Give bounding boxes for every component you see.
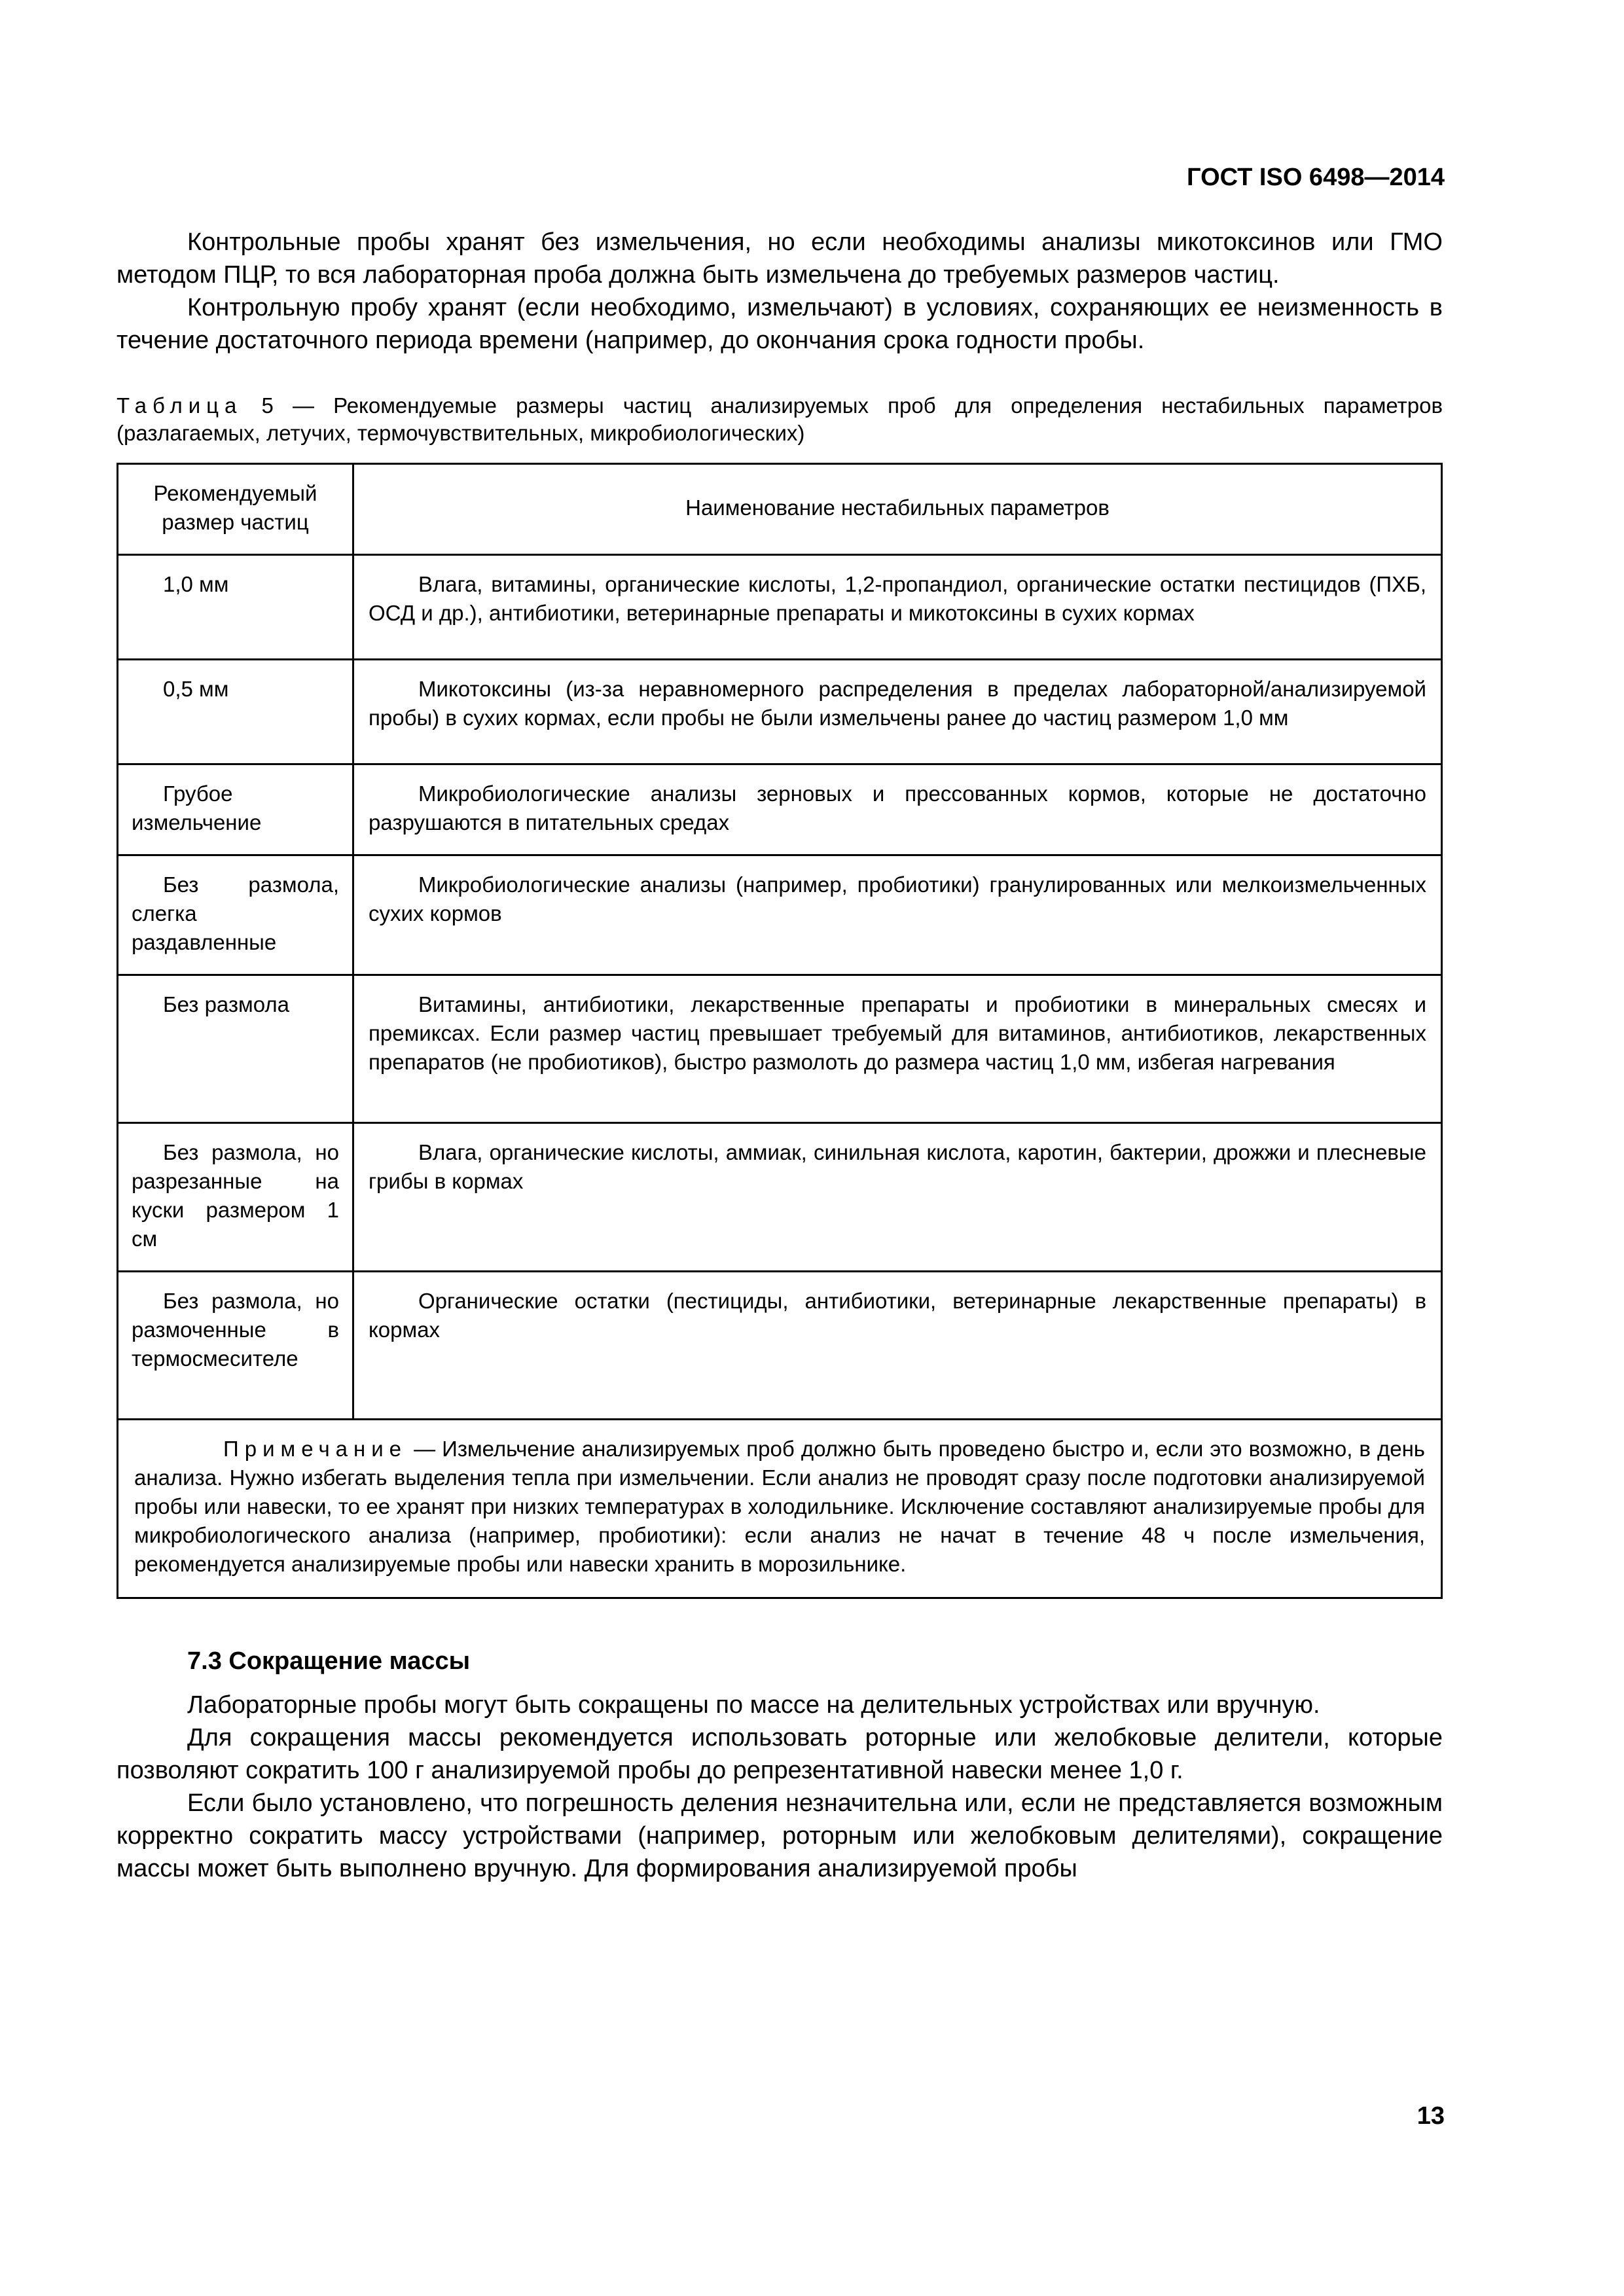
parameters-cell: Микробиологические анализы зерновых и прессованных кормов, которые не достаточно разрушаются в питательных средах (353, 764, 1442, 855)
parameters-cell: Микотоксины (из-за неравномерного распределения в пределах лабораторной/анализируемой пробы) в сухих кормах, если пробы не были измельчены ранее до частиц размером 1,0 мм (353, 660, 1442, 764)
parameters-cell: Микробиологические анализы (например, пробиотики) гранулированных или мелкоизмельченных сухих кормов (353, 855, 1442, 975)
parameters-cell: Влага, органические кислоты, аммиак, синильная кислота, каротин, бактерии, дрожжи и плесневые грибы в кормах (353, 1123, 1442, 1272)
note-label: Примечание (223, 1437, 408, 1461)
table-row (118, 555, 1442, 660)
intro-paragraph: Контрольные пробы хранят без измельчения, но если необходимы анализы микотоксинов или ГМО методом ПЦР, то вся лабораторная проба должна быть измельчена до требуемых размеров частиц. (117, 228, 1443, 289)
table-row (118, 975, 1442, 1123)
table-caption-label: Таблица (117, 393, 243, 418)
section-paragraph: Лабораторные пробы могут быть сокращены по массе на делительных устройствах или вручную. (187, 1691, 1320, 1719)
table-row (118, 1123, 1442, 1272)
particle-size-cell: Грубое измельчение (118, 764, 353, 855)
table-row (118, 764, 1442, 855)
page-content (117, 226, 1443, 1885)
section-paragraph: Для сокращения массы рекомендуется использовать роторные или желобковые делители, которые позволяют сократить 100 г анализируемой пробы до репрезентативной навески менее 1,0 г. (117, 1724, 1443, 1784)
particle-size-cell: Без размола, но размоченные в термосмесителе (118, 1272, 353, 1420)
page-number: 13 (1416, 2102, 1445, 2130)
table-note (118, 1420, 1442, 1598)
particle-size-cell: Без размола, слегка раздавленные (118, 855, 353, 975)
header-particle-size: Рекомендуемый размер частиц (118, 464, 353, 555)
parameters-cell: Влага, витамины, органические кислоты, 1,2-пропандиол, органические остатки пестицидов (ПХБ, ОСД и др.), антибиотики, ветеринарные препараты и микотоксины в сухих кормах (353, 555, 1442, 660)
particle-size-cell: Без размола, но разрезанные на куски размером 1 см (118, 1123, 353, 1272)
particle-size-cell: Без размола (118, 975, 353, 1123)
particle-size-cell: 0,5 мм (118, 660, 353, 764)
table-row (118, 660, 1442, 764)
parameters-cell: Органические остатки (пестициды, антибиотики, ветеринарные лекарственные препараты) в кормах (353, 1272, 1442, 1420)
header-parameters: Наименование нестабильных параметров (353, 464, 1442, 555)
table-caption-text: 5 — Рекомендуемые размеры частиц анализируемых проб для определения нестабильных параметров (разлагаемых, летучих, термочувствительных, микробиологических) (117, 393, 1443, 445)
intro-paragraph: Контрольную пробу хранят (если необходимо, измельчают) в условиях, сохраняющих ее неизменность в течение достаточного периода времени (например, до окончания срока годности пробы. (117, 294, 1443, 354)
particle-size-cell: 1,0 мм (118, 555, 353, 660)
table-note-row (118, 1420, 1442, 1598)
section-title: 7.3 Сокращение массы (187, 1647, 471, 1675)
table-row (118, 1272, 1442, 1420)
section-paragraph: Если было установлено, что погрешность деления незначительна или, если не представляется возможным корректно сократить массу устройствами (например, роторным или желобковым делителями), сокращение массы может быть выполнено вручную. Для формирования анализируемой пробы (117, 1789, 1443, 1882)
table-row (118, 855, 1442, 975)
note-text: — Измельчение анализируемых проб должно быть проведено быстро и, если это возможно, в день анализа. Нужно избегать выделения тепла при измельчении. Если анализ не проводят сразу после подготовки анализируемой пробы или навески, то ее хранят при низких температурах в холодильнике. Исключение составляют анализируемые пробы для микробиологического анализа (например, пробиотики): если анализ не начат в течение 48 ч после измельчения, рекомендуется анализируемые пробы или навески хранить в морозильнике. (134, 1437, 1426, 1576)
table-header-row (118, 464, 1442, 555)
table-caption (117, 392, 1443, 447)
standard-designation: ГОСТ ISO 6498—2014 (1187, 164, 1445, 191)
parameters-cell: Витамины, антибиотики, лекарственные препараты и пробиотики в минеральных смесях и премиксах. Если размер частиц превышает требуемый для витаминов, антибиотиков, лекарственных препаратов (не пробиотиков), быстро размолоть до размера частиц 1,0 мм, избегая нагревания (353, 975, 1442, 1123)
particle-size-table (117, 463, 1443, 1599)
